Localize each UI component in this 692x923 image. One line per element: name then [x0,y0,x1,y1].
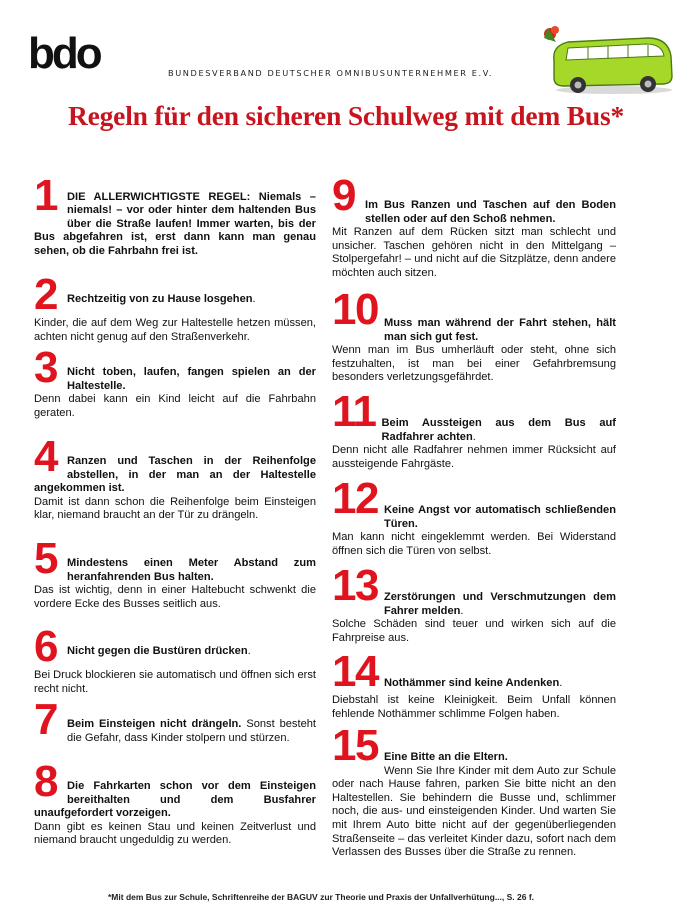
rule-2: 2 Rechtzeitig von zu Hause losgehen. Kinder, die auf dem Weg zur Haltestelle hetzen müssen, achten nicht genug auf den Straßenverkehr. [34,270,316,343]
rule-14: 14 Nothämmer sind keine Andenken. Diebstahl ist keine Kleinigkeit. Beim Unfall können fehlende Nothämmer schlimme Folgen haben. [332,647,616,720]
rule-15 [332,721,616,860]
rule-number: 9 [332,171,355,220]
footnote: *Mit dem Bus zur Schule, Schriftenreihe der BAGUV zur Theorie und Praxis der Unfallverhütung..., S. 26 f. [108,892,535,902]
bdo-logo [28,30,112,78]
rule-heading: Beim Einsteigen nicht drängeln. [66,718,242,730]
rule-number: 8 [34,757,57,806]
rule-9 [332,171,616,281]
rule-number: 6 [34,622,57,671]
rule-text: Kinder, die auf dem Weg zur Haltestelle hetzen müssen, achten nicht genug auf den Straßenverkehr. [34,317,316,343]
rule-heading: Beim Aussteigen aus dem Bus auf Radfahrer achten [381,417,616,443]
rule-heading: Eine Bitte an die Eltern. [383,751,508,763]
rule-text: Wenn Sie Ihre Kinder mit dem Auto zur Schule oder nach Hause fahren, parken Sie bitte nicht an den Haltestellen. Sie behindern die Busse und, schlimmer noch, die aus- und einsteigenden Kinder. Und warten Sie mit Ihrem Auto bitte nicht auf der gegenüberliegenden Straßenseite – das verleitet Kinder dazu, sofort nach dem Verlassen des Busses über die Straße zu rennen. [332,764,616,859]
rule-text: Man kann nicht eingeklemmt werden. Bei Widerstand öffnen sich die Türen von selbst. [332,531,616,557]
rule-number: 3 [34,343,57,392]
rule-number: 2 [34,270,57,319]
rule-heading: Zerstörungen und Verschmutzungen dem Fahrer melden [383,591,616,617]
rule-6: 6 Nicht gegen die Bustüren drücken. Bei Druck blockieren sie automatisch und öffnen sich erst recht nicht. [34,622,316,695]
rule-number: 13 [332,561,378,610]
rule-3 [34,343,316,420]
rule-text: Denn nicht alle Radfahrer nehmen immer Rücksicht auf aussteigende Fahrgäste. [332,444,616,470]
rule-heading: Die Fahrkarten schon vor dem Einsteigen bereithalten und dem Busfahrer unaufgefordert vorzeigen. [34,780,316,820]
rule-text: Sonst besteht die Gefahr, dass Kinder stolpern und stürzen. [66,718,316,744]
page-title: Regeln für den sicheren Schulweg mit dem Bus* [67,100,625,131]
rule-text: Wenn man im Bus umherläuft oder steht, ohne sich festzuhalten, ist man bei einer Gefahrbremsung besonders verletzungsgefährdet. [332,344,616,384]
rule-7 [34,695,316,745]
rule-number: 4 [34,432,57,481]
rule-8 [34,757,316,848]
rule-text: Bei Druck blockieren sie automatisch und öffnen sich erst recht nicht. [34,669,316,695]
logo-text: bdo [28,30,100,78]
rule-text: Niemals – niemals! – vor oder hinter dem haltenden Bus über die Straße laufen! Immer warten, bis der Bus abgefahren ist, erst dann kann man genau sehen, ob die Fahrbahn frei ist. [34,190,316,257]
rule-heading: Ranzen und Taschen in der Reihenfolge abstellen, in der man an der Haltestelle angekommen ist. [34,455,316,495]
organization-name: BUNDESVERBAND DEUTSCHER OMNIBUSUNTERNEHMER E.V. [168,68,494,78]
rule-heading: Mindestens einen Meter Abstand zum heranfahrenden Bus halten. [66,557,316,583]
rule-number: 12 [332,474,378,523]
rule-text: Mit Ranzen auf dem Rücken sitzt man schlecht und unsicher. Taschen gehören nicht in den Mittelgang – Stolpergefahr! – und nicht auf die Sitzplätze, denn andere möchten auch sitzen. [332,226,616,279]
rule-heading: Keine Angst vor automatisch schließenden Türen. [383,504,616,530]
rule-number: 11 [332,387,376,436]
rule-heading: Muss man während der Fahrt stehen, hält man sich gut fest. [383,317,616,343]
rule-heading: Rechtzeitig von zu Hause losgehen [66,293,253,305]
rule-text: Solche Schäden sind teuer und wirken sich auf die Fahrpreise aus. [332,618,616,644]
rule-number: 1 [34,171,57,220]
rule-heading: Nicht toben, laufen, fangen spielen an der Haltestelle. [66,366,316,392]
rule-number: 5 [34,534,57,583]
rule-text: Diebstahl ist keine Kleinigkeit. Beim Unfall können fehlende Nothämmer schlimme Folgen haben. [332,694,616,720]
rule-heading: Nothämmer sind keine Andenken [383,677,560,689]
rule-12 [332,474,616,558]
rule-number: 15 [332,721,378,770]
rule-text: Dann gibt es keinen Stau und keinen Zeitverlust und niemand braucht ungeduldig zu werden. [34,820,316,847]
rule-1 [34,171,316,259]
rule-13: 13 Zerstörungen und Verschmutzungen dem Fahrer melden. Solche Schäden sind teuer und wirken sich auf die Fahrpreise aus. [332,561,616,644]
rule-heading: DIE ALLERWICHTIGSTE REGEL: [66,190,251,203]
rule-4 [34,432,316,523]
rule-text: Damit ist dann schon die Reihenfolge beim Einsteigen klar, niemand braucht an der Tür zu drängeln. [34,495,316,522]
rule-heading: Im Bus Ranzen und Taschen auf den Boden stellen oder auf den Schoß nehmen. [364,199,616,225]
rule-text: Denn dabei kann ein Kind leicht auf die Fahrbahn geraten. [34,393,316,419]
rule-number: 7 [34,695,57,744]
rule-heading: Nicht gegen die Bustüren drücken [66,645,248,657]
rule-5 [34,534,316,611]
rule-10 [332,285,616,385]
rule-11: 11 Beim Aussteigen aus dem Bus auf Radfahrer achten. Denn nicht alle Radfahrer nehmen immer Rücksicht auf aussteigende Fahrgäste. [332,387,616,470]
rule-number: 10 [332,285,378,334]
school-bus-illustration [538,20,678,98]
rule-number: 14 [332,647,378,696]
rule-text: Das ist wichtig, denn in einer Haltebucht schwenkt die vordere Ecke des Busses seitlich aus. [34,584,316,610]
